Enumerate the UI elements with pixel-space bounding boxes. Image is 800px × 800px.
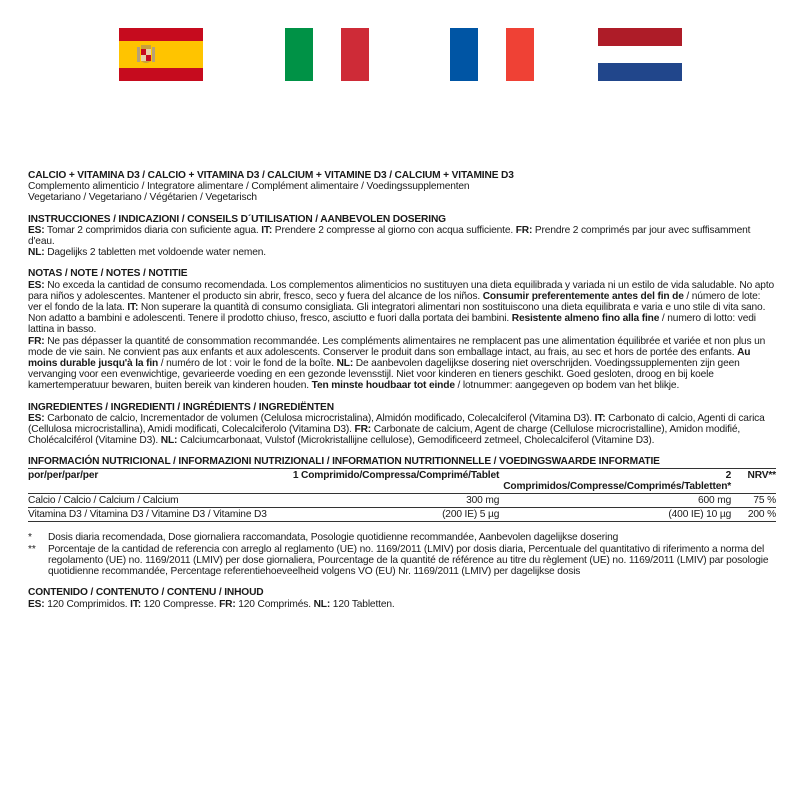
ingredients-es: Carbonato de calcio, Incrementador de volumen (Celulosa microcristalina), Almidón modificado, Colecalciferol (Vitamina D3). (44, 412, 595, 424)
notes-fr-tail: / numéro de lot : voir le fond de la boîte. (158, 358, 337, 370)
ingredients-it: Carbonato di calcio, Agenti di carica (Cellulosa microcristallina), Amidi modificati, Colecalciferolo (Vitamina D3). (28, 412, 765, 436)
table-header-row (28, 469, 776, 494)
ingredients-fr: Carbonate de calcium, Agent de charge (Cellulose microcristalline), Amidon modifié, Cholécalciférol (Vitamine D3). (28, 424, 741, 447)
ingredients-text (28, 413, 776, 447)
contents-text (28, 599, 776, 610)
lang-label-it: IT: (130, 598, 142, 610)
lang-label-fr: FR: (515, 224, 533, 236)
instructions-es: Tomar 2 comprimidos diaria con suficiente agua. (44, 224, 259, 236)
column-header: 2 Comprimidos/Compresse/Comprimés/Tabletten* (499, 469, 731, 494)
notes-text (28, 280, 776, 392)
nutrition-block (28, 456, 776, 522)
ingredients-heading: INGREDIENTES / INGREDIENTI / INGRÉDIENTS / INGREDIËNTEN (28, 401, 334, 413)
footnote-mark: * (28, 532, 32, 544)
lang-label-fr: FR: (28, 335, 45, 347)
table-row (28, 508, 776, 522)
lang-label-it: IT: (594, 412, 606, 424)
notes-block (28, 268, 776, 391)
contents-fr: 120 Comprimés. (235, 598, 314, 610)
column-header: por/per/par/per (28, 469, 282, 494)
lang-label-nl: NL: (313, 598, 331, 610)
lang-label-nl: NL: (28, 247, 45, 259)
instructions-text (28, 225, 776, 259)
notes-fr: Ne pas dépasser la quantité de consommation recommandée. Les compléments alimentaires ne remplacent pas une alimentation équilibrée et variée et non plus un mode de vie sain. Ne convient pas aux enfants et aux adolescents. Conserver le produit dans son emballage intact, au frais, au sec et hors de portée des enfants. (28, 335, 766, 358)
lang-label-nl: NL: (160, 435, 178, 447)
lang-label-it: IT: (261, 224, 273, 236)
product-block (28, 170, 776, 204)
footnote (28, 544, 776, 578)
lang-label-fr: FR: (219, 598, 236, 610)
footnote (28, 532, 776, 543)
instructions-block (28, 214, 776, 259)
column-header: 1 Comprimido/Compressa/Comprimé/Tablet (282, 469, 499, 494)
france-flag-icon (450, 28, 534, 81)
notes-it: Non superare la quantità di consumo consigliata. Gli integratori alimentari non sostituiscono una dieta equilibrata e varia e uno stile di vita sano. Non adatto a bambini e adolescenti. Tenere il prodotto chiuso, fresco, asciutto e fuori dalla portata dei bambini. (28, 302, 766, 325)
amount-1-tablet: (200 IE) 5 µg (282, 508, 499, 522)
nrv-value: 200 % (731, 508, 776, 522)
footnote-text: Porcentaje de la cantidad de referencia con arreglo al reglamento (UE) no. 1169/2011 (LMIV) por dosis diaria, Percentuale del quantitativo di riferimento a norma del regolamento (UE) no. 1169/2011 (LMIV) per dose giornaliera, Pourcentage de la quantité de référence au titre du règlement (UE) no. 1169/2011 (LMIV) par posologie quotidienne recommandée, Percentage referentiehoeveelheid volgens VO (EU) Nr. 1169/2011 (LMIV) per dagelijkse dosis (48, 543, 769, 578)
product-diet: Vegetariano / Vegetariano / Végétarien / Vegetarisch (28, 192, 257, 204)
table-row (28, 494, 776, 508)
italy-flag-icon (285, 28, 369, 81)
column-header: NRV** (731, 469, 776, 494)
lang-label-es: ES: (28, 412, 45, 424)
lang-label-es: ES: (28, 598, 45, 610)
ingredients-nl: Calciumcarbonaat, Vulstof (Microkristallijne cellulose), Gemodificeerd zetmeel, Cholecalciferol (Vitamine D3). (177, 435, 655, 447)
contents-es: 120 Comprimidos. (44, 598, 131, 610)
amount-2-tablets: 600 mg (499, 494, 731, 508)
instructions-fr: Prendre 2 comprimés par jour avec suffisamment d'eau. (28, 224, 751, 248)
nutrition-table (28, 469, 776, 523)
contents-block (28, 587, 776, 609)
instructions-it: Prendere 2 compresse al giorno con acqua sufficiente. (272, 224, 514, 236)
lang-label-es: ES: (28, 224, 45, 236)
best-before-fr: Au moins durable jusqu'à la fin (28, 346, 751, 370)
nutrient-name: Vitamina D3 / Vitamina D3 / Vitamine D3 / Vitamine D3 (28, 508, 282, 522)
spain-flag-icon (119, 28, 203, 81)
contents-nl: 120 Tabletten. (330, 598, 395, 610)
lang-label-es: ES: (28, 279, 45, 291)
lang-label-it: IT: (127, 302, 139, 314)
notes-es: No exceda la cantidad de consumo recomendada. Los complementos alimenticios no sustituyen una dieta equilibrada y variada ni un estilo de vida saludable. No apto para niños y adolescentes. Mantener el producto sin abrir, fresco, seco y fuera del alcance de los niños. (28, 279, 775, 302)
amount-2-tablets: (400 IE) 10 µg (499, 508, 731, 522)
label-text (28, 170, 776, 620)
netherlands-flag-icon (598, 28, 682, 81)
notes-heading: NOTAS / NOTE / NOTES / NOTITIE (28, 268, 188, 280)
footnotes-block (28, 532, 776, 577)
amount-1-tablet: 300 mg (282, 494, 499, 508)
instructions-nl: Dagelijks 2 tabletten met voldoende water nemen. (44, 247, 266, 259)
contents-heading: CONTENIDO / CONTENUTO / CONTENU / INHOUD (28, 587, 264, 599)
lang-label-nl: NL: (336, 358, 354, 370)
product-title: CALCIO + VITAMINA D3 / CALCIO + VITAMINA D3 / CALCIUM + VITAMINE D3 / CALCIUM + VITAMINE D3 (28, 170, 514, 181)
footnote-mark: ** (28, 543, 36, 555)
nrv-value: 75 % (731, 494, 776, 508)
contents-it: 120 Compresse. (141, 598, 220, 610)
notes-nl: De aanbevolen dagelijkse dosering niet overschrijden. Voedingssupplementen zijn geen vervanging voor een evenwichtige, gevarieerde voeding en een gezonde levensstijl. Niet voor kinderen en tieners geschikt. Goed gesloten, droog en bij koele kamertemperatuur bewaren, buiten bereik van kinderen houden. (28, 358, 740, 392)
nutrient-name: Calcio / Calcio / Calcium / Calcium (28, 494, 282, 508)
best-before-es: Consumir preferentemente antes del fin de (482, 290, 684, 302)
instructions-heading: INSTRUCCIONES / INDICAZIONI / CONSEILS D´UTILISATION / AANBEVOLEN DOSERING (28, 213, 446, 225)
ingredients-block (28, 402, 776, 447)
best-before-nl: Ten minste houdbaar tot einde (311, 380, 455, 392)
nutrition-heading: INFORMACIÓN NUTRICIONAL / INFORMAZIONI NUTRIZIONALI / INFORMATION NUTRITIONNELLE / VOEDINGSWAARDE INFORMATIE (28, 456, 776, 468)
lang-label-fr: FR: (354, 424, 372, 436)
notes-it-tail: / numero di lotto: vedi lattina in basso. (28, 313, 756, 336)
product-type: Complemento alimenticio / Integratore alimentare / Complément alimentaire / Voedingssupplementen (28, 181, 470, 193)
notes-nl-tail: / lotnummer: aangegeven op bodem van het blikje. (454, 380, 680, 392)
notes-es-tail: / número de lote: ver el fondo de la lata. (28, 290, 761, 314)
best-before-it: Resistente almeno fino alla fine (511, 313, 660, 325)
footnote-text: Dosis diaria recomendada, Dose giornaliera raccomandata, Posologie quotidienne recommandée, Aanbevolen dagelijkse dosering (48, 532, 619, 544)
